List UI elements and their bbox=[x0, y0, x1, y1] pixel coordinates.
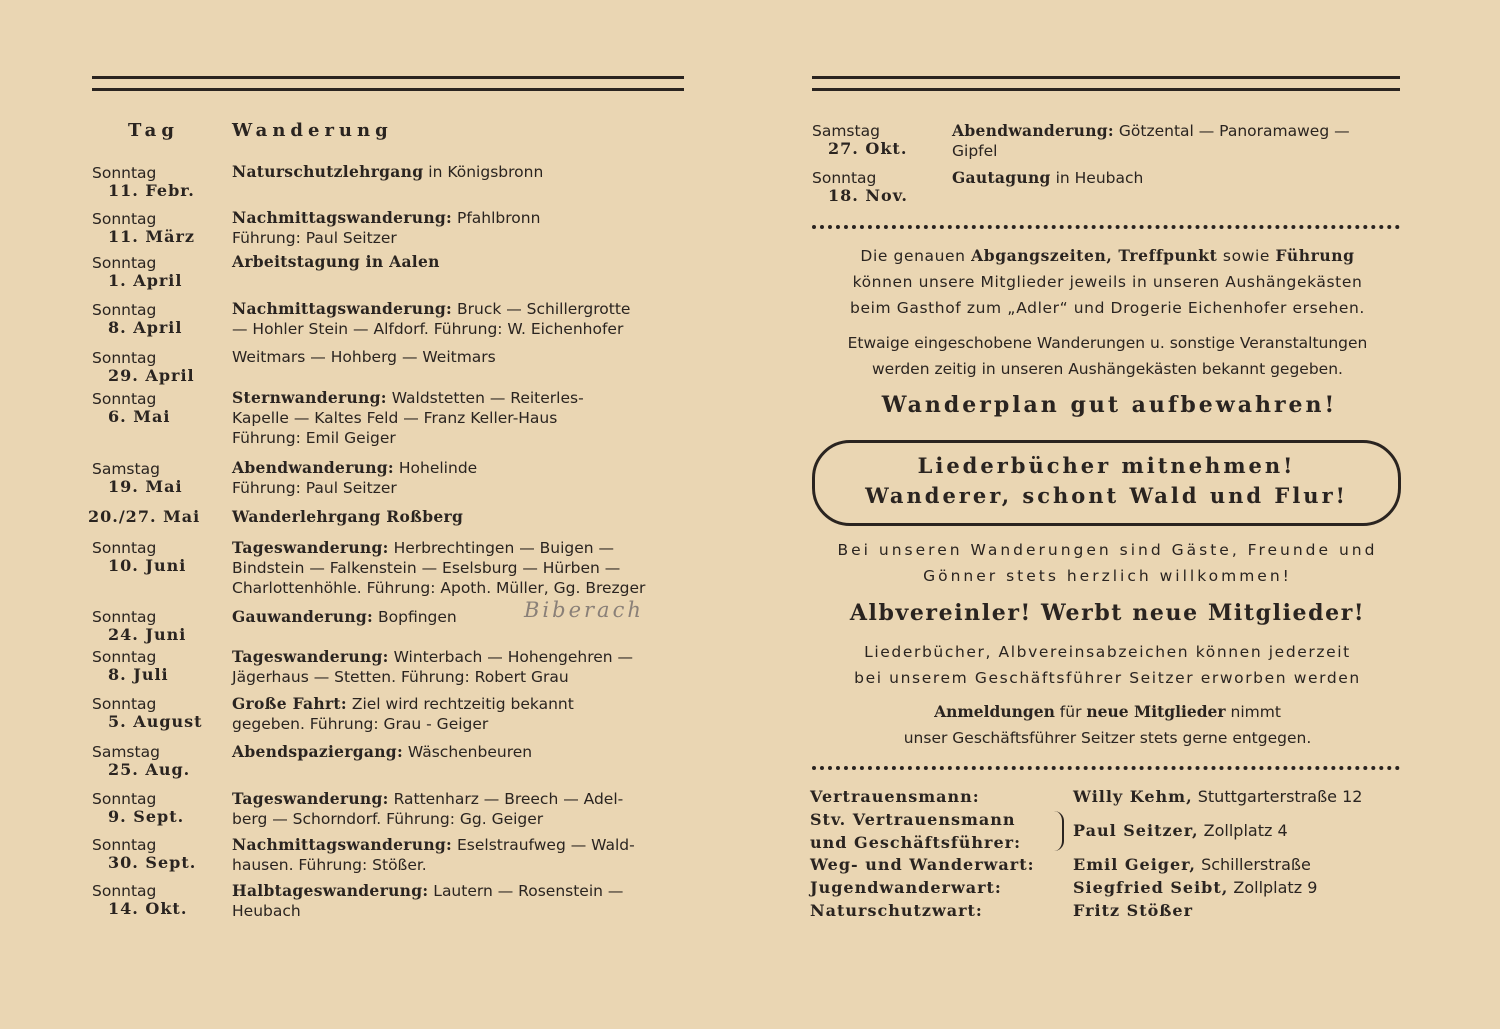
entry-description: Gauwanderung: Bopfingen bbox=[232, 607, 457, 626]
brace-icon bbox=[1054, 811, 1064, 851]
official-name: Fritz Stößer bbox=[1073, 901, 1194, 920]
top-rule-left bbox=[92, 76, 684, 91]
top-rule-right bbox=[812, 76, 1400, 91]
entry-description: Naturschutzlehrgang in Königsbronn bbox=[232, 162, 544, 181]
entry-date: Sonntag 11. März bbox=[92, 210, 195, 246]
entry-description: Abendwanderung: Götzental — Panoramaweg — Gipfel bbox=[952, 121, 1350, 160]
entry-description: Tageswanderung: Herbrechtingen — Buigen — Bindstein — Falkenstein — Eselsburg — Hürben — Charlottenhöhle. Führung: Apoth. Müller, Gg. Brezger bbox=[232, 538, 646, 597]
official-name: Siegfried Seibt, Zollplatz 9 bbox=[1073, 878, 1318, 897]
badges-paragraph: Liederbücher, Albvereinsabzeichen können jederzeit bei unserem Geschäftsführer Seitzer erworben werden bbox=[854, 643, 1361, 687]
official-role: Jugendwanderwart: bbox=[810, 878, 1002, 897]
column-header-day: Tag bbox=[128, 120, 179, 141]
entry-date: Samstag 27. Okt. bbox=[812, 122, 908, 158]
entry-date: Sonntag 5. August bbox=[92, 695, 203, 731]
official-role: Naturschutzwart: bbox=[810, 901, 983, 920]
official-role: Vertrauensmann: bbox=[810, 787, 980, 806]
entry-date: Sonntag 30. Sept. bbox=[92, 836, 197, 872]
official-name: Willy Kehm, Stuttgarterstraße 12 bbox=[1073, 787, 1363, 806]
entry-date: Sonntag 6. Mai bbox=[92, 390, 171, 426]
entry-description: Halbtageswanderung: Lautern — Rosenstein — Heubach bbox=[232, 881, 624, 920]
reminder-box bbox=[812, 440, 1401, 526]
entry-date: Sonntag 8. Juli bbox=[92, 648, 169, 684]
official-role: Stv. Vertrauensmann und Geschäftsführer: bbox=[810, 810, 1021, 852]
entry-date: Samstag 19. Mai bbox=[92, 460, 183, 496]
keep-plan-heading: Wanderplan gut aufbewahren! bbox=[881, 392, 1338, 418]
entry-date: Sonntag 9. Sept. bbox=[92, 790, 185, 826]
official-role: Weg- und Wanderwart: bbox=[810, 855, 1035, 874]
entry-description: Weitmars — Hohberg — Weitmars bbox=[232, 348, 496, 366]
entry-description: Arbeitstagung in Aalen bbox=[232, 252, 440, 271]
entry-description: Nachmittagswanderung: Bruck — Schillergrotte — Hohler Stein — Alfdorf. Führung: W. Eichenhofer bbox=[232, 299, 631, 338]
entry-date: Sonntag 14. Okt. bbox=[92, 882, 188, 918]
reminder-line-1: Liederbücher mitnehmen! bbox=[917, 453, 1296, 478]
entry-description: Sternwanderung: Waldstetten — Reiterles- Kapelle — Kaltes Feld — Franz Keller-Haus Führung: Emil Geiger bbox=[232, 388, 584, 447]
official-name: Paul Seitzer, Zollplatz 4 bbox=[1073, 821, 1288, 840]
entry-description: Tageswanderung: Rattenharz — Breech — Adel- berg — Schorndorf. Führung: Gg. Geiger bbox=[232, 789, 624, 828]
entry-description: Abendwanderung: Hohelinde Führung: Paul Seitzer bbox=[232, 458, 478, 497]
dotted-divider bbox=[812, 766, 1400, 770]
entry-description: Wanderlehrgang Roßberg bbox=[232, 507, 464, 526]
pencil-annotation: Biberach bbox=[524, 598, 644, 622]
guests-paragraph: Bei unseren Wanderungen sind Gäste, Freunde und Gönner stets herzlich willkommen! bbox=[837, 541, 1378, 585]
entry-date: Sonntag 1. April bbox=[92, 254, 183, 290]
info-paragraph-1: Die genauen Abgangszeiten, Treffpunkt sowie Führung können unsere Mitglieder jeweils in unseren Aushängekästen beim Gasthof zum „Adler“ und Drogerie Eichenhofer ersehen. bbox=[850, 246, 1365, 317]
entry-description: Nachmittagswanderung: Pfahlbronn Führung: Paul Seitzer bbox=[232, 208, 541, 247]
signup-paragraph: Anmeldungen für neue Mitglieder nimmt unser Geschäftsführer Seitzer stets gerne entgegen. bbox=[903, 702, 1312, 747]
dotted-divider bbox=[812, 225, 1400, 229]
entry-date: Samstag 25. Aug. bbox=[92, 743, 191, 779]
official-name: Emil Geiger, Schillerstraße bbox=[1073, 855, 1311, 874]
entry-description: Abendspaziergang: Wäschenbeuren bbox=[232, 742, 533, 761]
entry-date: Sonntag 18. Nov. bbox=[812, 169, 908, 205]
entry-date: Sonntag 11. Febr. bbox=[92, 164, 195, 200]
entry-date: 20./27. Mai bbox=[88, 507, 201, 526]
entry-date: Sonntag 24. Juni bbox=[92, 608, 187, 644]
entry-description: Große Fahrt: Ziel wird rechtzeitig bekannt gegeben. Führung: Grau - Geiger bbox=[232, 694, 574, 733]
recruit-heading: Albvereinler! Werbt neue Mitglieder! bbox=[849, 600, 1366, 626]
entry-date: Sonntag 8. April bbox=[92, 301, 183, 337]
reminder-line-2: Wanderer, schont Wald und Flur! bbox=[865, 483, 1348, 508]
entry-description: Tageswanderung: Winterbach — Hohengehren — Jägerhaus — Stetten. Führung: Robert Grau bbox=[232, 647, 634, 686]
entry-date: Sonntag 10. Juni bbox=[92, 539, 187, 575]
entry-description: Gautagung in Heubach bbox=[952, 168, 1144, 187]
column-header-hike: Wanderung bbox=[232, 120, 393, 141]
info-paragraph-2: Etwaige eingeschobene Wanderungen u. sonstige Veranstaltungen werden zeitig in unseren Aushängekästen bekannt gegeben. bbox=[847, 334, 1368, 378]
entry-date: Sonntag 29. April bbox=[92, 349, 195, 385]
entry-description: Nachmittagswanderung: Eselstraufweg — Wald- hausen. Führung: Stößer. bbox=[232, 835, 635, 874]
